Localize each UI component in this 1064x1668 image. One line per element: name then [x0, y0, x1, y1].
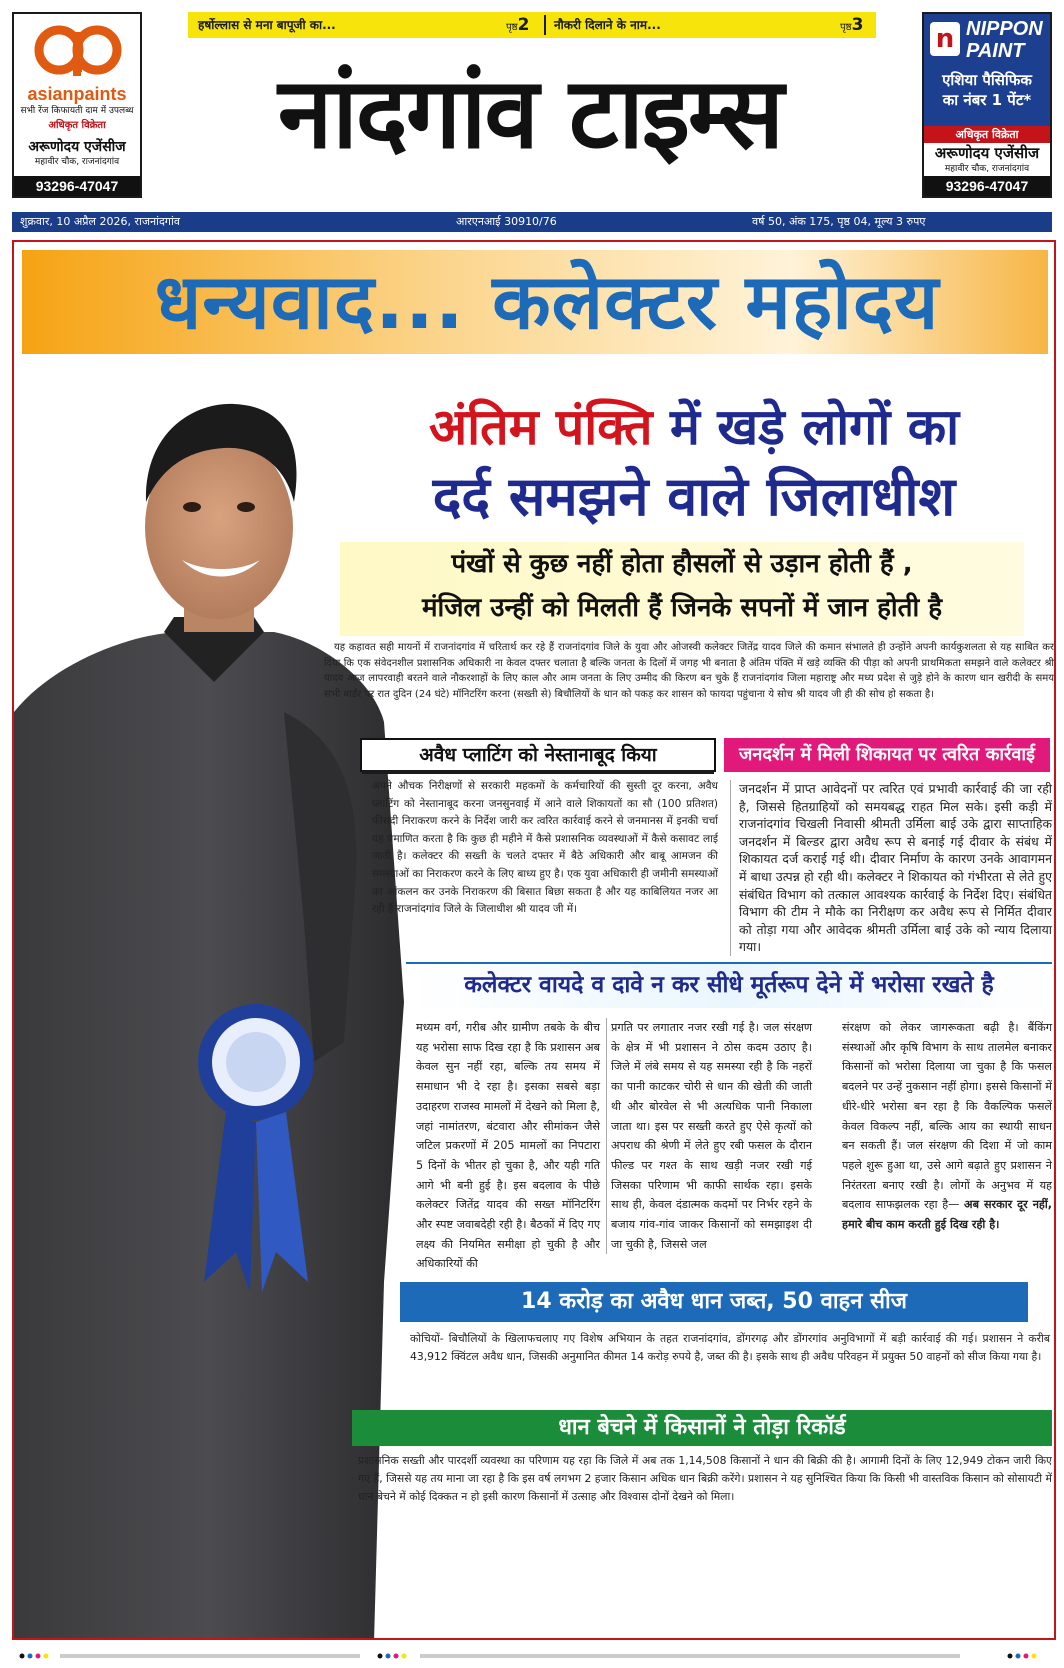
paddy-seized-text: कोचियों- बिचौलियों के खिलाफचलाए गए विशेष अभियान के तहत राजनांदगांव, डोंगरगढ़ और डोंगरगांव अनुविभागों में बड़ी कार्रवाई की गई। प्रशासन ने करीब 43,912 क्विंटल अवैध धान, जिसकी अनुमानित कीमत 14 करोड़ रुपये है, जब्त की है। इसके साथ ही अवैध परिवहन में प्रयुक्त 50 वाहनों को सीज किया गया है।	[410, 1332, 1050, 1363]
subhead-paddy-seized: 14 करोड़ का अवैध धान जब्त, 50 वाहन सीज	[400, 1282, 1028, 1322]
column-b: प्रगति पर लगातार नजर रखी गई है। जल संरक्षण के क्षेत्र में भी प्रशासन ने ठोस कदम उठाए है। जिले में लंबे समय से यह समस्या रही है कि नहरों का पानी काटकर चोरी से धान की खेती की जाती थी और बोरवेल से भी अत्यधिक पानी निकाला जाता था। इस पर सख्ती करते हुए ऐसे कृत्यों को अपराध की श्रेणी में लेते हुए रबी फसल के दौरान फील्ड पर गश्त के साथ खड़ी नजर रखी गई जिसका परिणाम भी काफी सार्थक रहा। इसके साथ ही, केवल दंडात्मक कदमों पर निर्भर रहने के बजाय गांव-गांव जाकर किसानों को समझाइश दी जा चुकी है, जिससे जल	[606, 1018, 812, 1254]
ad-left-address: महावीर चौक, राजनांदगांव	[34, 157, 120, 167]
asianpaints-logo-icon	[27, 20, 127, 78]
asianpaints-ad[interactable]	[12, 12, 142, 198]
nippon-logo	[924, 14, 1050, 66]
farmers-record-text: प्रशासनिक सख्ती और पारदर्शी व्यवस्था का परिणाम यह रहा कि जिले में अब तक 1,14,508 किसानों ने धान की बिक्री की है। आगामी दिनों के लिए 12,949 टोकन जारी किए गए हैं, जिससे यह तय माना जा रहा है कि इस वर्ष लगभग 2 हजार किसान अधिक धान बिक्री करेंगे। प्रशासन ने यह सुनिश्चित किया कि किसी भी वास्तविक किसान को सोसायटी में धान बेचने में कोई दिक्कत न हो इसी कारण किसानों में उत्साह और विश्वास दोनों देखने को मिला।	[358, 1454, 1052, 1503]
banner-title: धन्यवाद... कलेक्टर महोदय	[154, 257, 940, 346]
print-registration-bar	[0, 1648, 1064, 1668]
ad-right-dealer: अरूणोदय एजेंसीज	[934, 144, 1040, 162]
dateline-date: शुक्रवार, 10 अप्रैल 2026, राजनांदगांव	[20, 215, 180, 228]
ad-left-dealer: अरूणोदय एजेंसीज	[14, 137, 140, 156]
ad-left-line2: अधिकृत विक्रेता	[48, 120, 106, 131]
column-c: संरक्षण को लेकर जागरूकता बढ़ी है। बैंकिंग संस्थाओं और कृषि विभाग के साथ तालमेल बनाकर किसानों को भरोसा दिलाया जा चुका है कि फसल बदलने पर उन्हें नुकसान नहीं होगा। इससे किसानों में धीरे-धीरे भरोसा बन रहा है कि वैकल्पिक फसलें केवल विकल्प नहीं, बल्कि आय का स्थायी साधन बन सकती हैं। जल संरक्षण की दिशा में जो काम पहले शुरू हुआ था, उसे आगे बढ़ाते हुए प्रशासन ने निरंतरता बनाए रखी है। लोगों के अनुभव में यह बदलाव साफझलक रहा है— अब सरकार दूर नहीं, हमारे बीच काम करती हुई दिख रही है।	[842, 1021, 1053, 1232]
intro-paragraph: यह कहावत सही मायनों में राजनांदगांव में चरितार्थ कर रहे हैं राजनांदगांव जिले के युवा और ओजस्वी कलेक्टर जितेंद्र यादव जिले की कमान संभालते ही उन्होंने अपनी कार्यकुशलता से यह साबित कर दिया कि एक संवेदनशील प्रशासनिक अधिकारी ना केवल दफ्तर चलाता है बल्कि जनता के दिलों में जगह भी बनाता है अंतिम पंक्ति में खड़े व्यक्ति की पीड़ा को अपनी प्राथमिकता समझने वाले कलेक्टर श्री यादव आज लापरवाही बरतने वाले नौकरशाहों के लिए काल और आम जनता के लिए उम्मीद की किरण बन चुके हैं राजनांदगांव जिला महाराष्ट्र और मध्य प्रदेश से जुड़े होने के कारण धान खरीदी के समय सभी बार्डर पर रात दुदिन (24 घंटे) मॉनिटरिंग करना (सख्ती से) बिचौलियों के धान को पकड़ कर शासन को फायदा पहुंचाना ये सोच श्री यादव जी ही की सोच हो सकता है।	[324, 642, 1054, 700]
dateline-rni: आरएनआई 30910/76	[456, 215, 557, 228]
paper-title: नांदगांव टाइम्स	[278, 57, 782, 171]
strip-divider	[544, 15, 546, 35]
top-strip	[188, 12, 876, 38]
quote-line2: मंजिल उन्हीं को मिलती हैं जिनके सपनों में जान होती है	[421, 593, 943, 623]
column-c-bold: अब सरकार दूर नहीं, हमारे बीच काम करती हुई दिख रही है।	[842, 1198, 1053, 1232]
headline-red: अंतिम पंक्ति	[428, 398, 653, 456]
article-frame	[12, 240, 1056, 1640]
asianpaints-brand: asianpaints	[27, 84, 127, 104]
subhead-collector-trust: कलेक्टर वायदे व दावे न कर सीधे मूर्तरूप देने में भरोसा रखते है	[406, 962, 1052, 1008]
nippon-logo-icon: n	[930, 22, 960, 56]
headline-line1	[344, 396, 1044, 458]
dateline-issue: वर्ष 50, अंक 175, पृष्ठ 04, मूल्य 3 रुपए	[752, 215, 926, 228]
ad-left-phone: 93296-47047	[14, 176, 140, 196]
nippon-tagline: एशिया पैसिफिक का नंबर 1 पेंट*	[924, 66, 1050, 126]
ad-left-line1: सभी रेंज किफायती दाम में उपलब्ध	[20, 106, 134, 116]
strip-teaser-left[interactable]: हर्षोल्लास से मना बापूजी का...	[198, 18, 336, 32]
subhead-jandarshan: जनदर्शन में मिली शिकायत पर त्वरित कार्रवाई	[724, 738, 1050, 772]
ad-right-address: महावीर चौक, राजनांदगांव	[944, 164, 1030, 174]
headline-rest: में खड़े लोगों का	[669, 398, 960, 456]
dateline	[12, 212, 1052, 232]
registration-dots-icon	[0, 1648, 1064, 1668]
masthead	[0, 0, 1064, 210]
quote-box	[340, 542, 1024, 636]
strip-page-right: पृष्ठ3	[840, 15, 864, 35]
nippon-brand: NIPPON PAINT	[966, 18, 1043, 62]
strip-teaser-right[interactable]: नौकरी दिलाने के नाम...	[554, 18, 661, 32]
ad-right-line2: अधिकृत विक्रेता	[924, 126, 1050, 143]
nippon-ad[interactable]	[922, 12, 1052, 198]
illegal-plotting-text: अपने औचक निरीक्षणों से सरकारी महकमों के कर्मचारियों की सुस्ती दूर करना, अवैध प्लाटिंग को नेस्तानाबूद करना जनसुनवाई में आने वाले शिकायतों का सौ (100 प्रतिशत) फीसदी निराकरण करने के निर्देश जारी कर त्वरित कार्रवाई करने से जनमानस में इनकी चर्चा यह प्रमाणित करता है कि कुछ ही महीने में कैसे प्रशासनिक व्यवस्थाओं में कैसे कसावट लाई जाती है। कलेक्टर की सख्ती के चलते दफ्तर में बैठे अधिकारी और बाबू आमजन की समस्याओं का निराकरण करने के लिए बाध्य हुए है। एक युवा अधिकारी ही जमीनी समस्याओं का आंकलन कर उनके निराकरण की बिसात बिछा सकता है और यह काबिलियत नजर आ रही हैं राजनांदगांव जिले के जिलाधीश श्री यादव जी में।	[372, 780, 718, 916]
quote-line1: पंखों से कुछ नहीं होता हौसलों से उड़ान होती हैं ,	[451, 549, 913, 579]
subhead-illegal-plotting: अवैध प्लाटिंग को नेस्तानाबूद किया	[360, 738, 716, 772]
banner	[22, 250, 1048, 354]
ad-right-phone: 93296-47047	[924, 176, 1050, 196]
headline-line2: दर्द समझने वाले जिलाधीश	[432, 465, 956, 528]
jandarshan-text: जनदर्शन में प्राप्त आवेदनों पर त्वरित एवं प्रभावी कार्रवाई की जा रही है, जिससे हितग्राहियों को समयबद्ध राहत मिल सके। इसी कड़ी में राजनांदगांव चिखली निवासी श्रीमती उर्मिला बाई उके द्वारा साप्ताहिक जनदर्शन में बिल्डर द्वारा अवैध रूप से बनाई गई दीवार के संबंध में शिकायत दर्ज कराई गई थी। दीवार निर्माण के कारण उनके आवागमन में बाधा उत्पन्न हो रही थी। कलेक्टर ने शिकायत को गंभीरता से लेते हुए संबंधित विभाग को तत्काल आवश्यक कार्रवाई के निर्देश दिए। संबंधित विभाग की टीम ने मौके का निरीक्षण कर अवैध रूप से निर्मित दीवार को तोड़ा गया और आवेदक श्रीमती उर्मिला बाई उके को न्याय दिलाया गया।	[730, 780, 1052, 956]
strip-page-left: पृष्ठ2	[506, 15, 530, 35]
column-a: मध्यम वर्ग, गरीब और ग्रामीण तबके के बीच यह भरोसा साफ दिख रहा है कि प्रशासन अब केवल सुन नहीं रहा, बल्कि तय समय में समाधान भी दे रहा है। इसका सबसे बड़ा उदाहरण राजस्व मामलों में देखने को मिला है, जहां नामांतरण, बंटवारा और सीमांकन जैसे जटिल प्रकरणों में 205 मामलों का निपटारा 5 दिनों के भीतर हो चुका है, और यही गति आगे भी बनी हुई है। इस बदलाव के पीछे कलेक्टर जितेंद्र यादव की सख्त मॉनिटरिंग और स्पष्ट जवाबदेही रही है। बैठकों में दिए गए लक्ष्य की नियमित समीक्षा हो चुकी है और अधिकारियों की	[416, 1021, 600, 1271]
subhead-farmers-record: धान बेचने में किसानों ने तोड़ा रिकॉर्ड	[352, 1410, 1052, 1446]
